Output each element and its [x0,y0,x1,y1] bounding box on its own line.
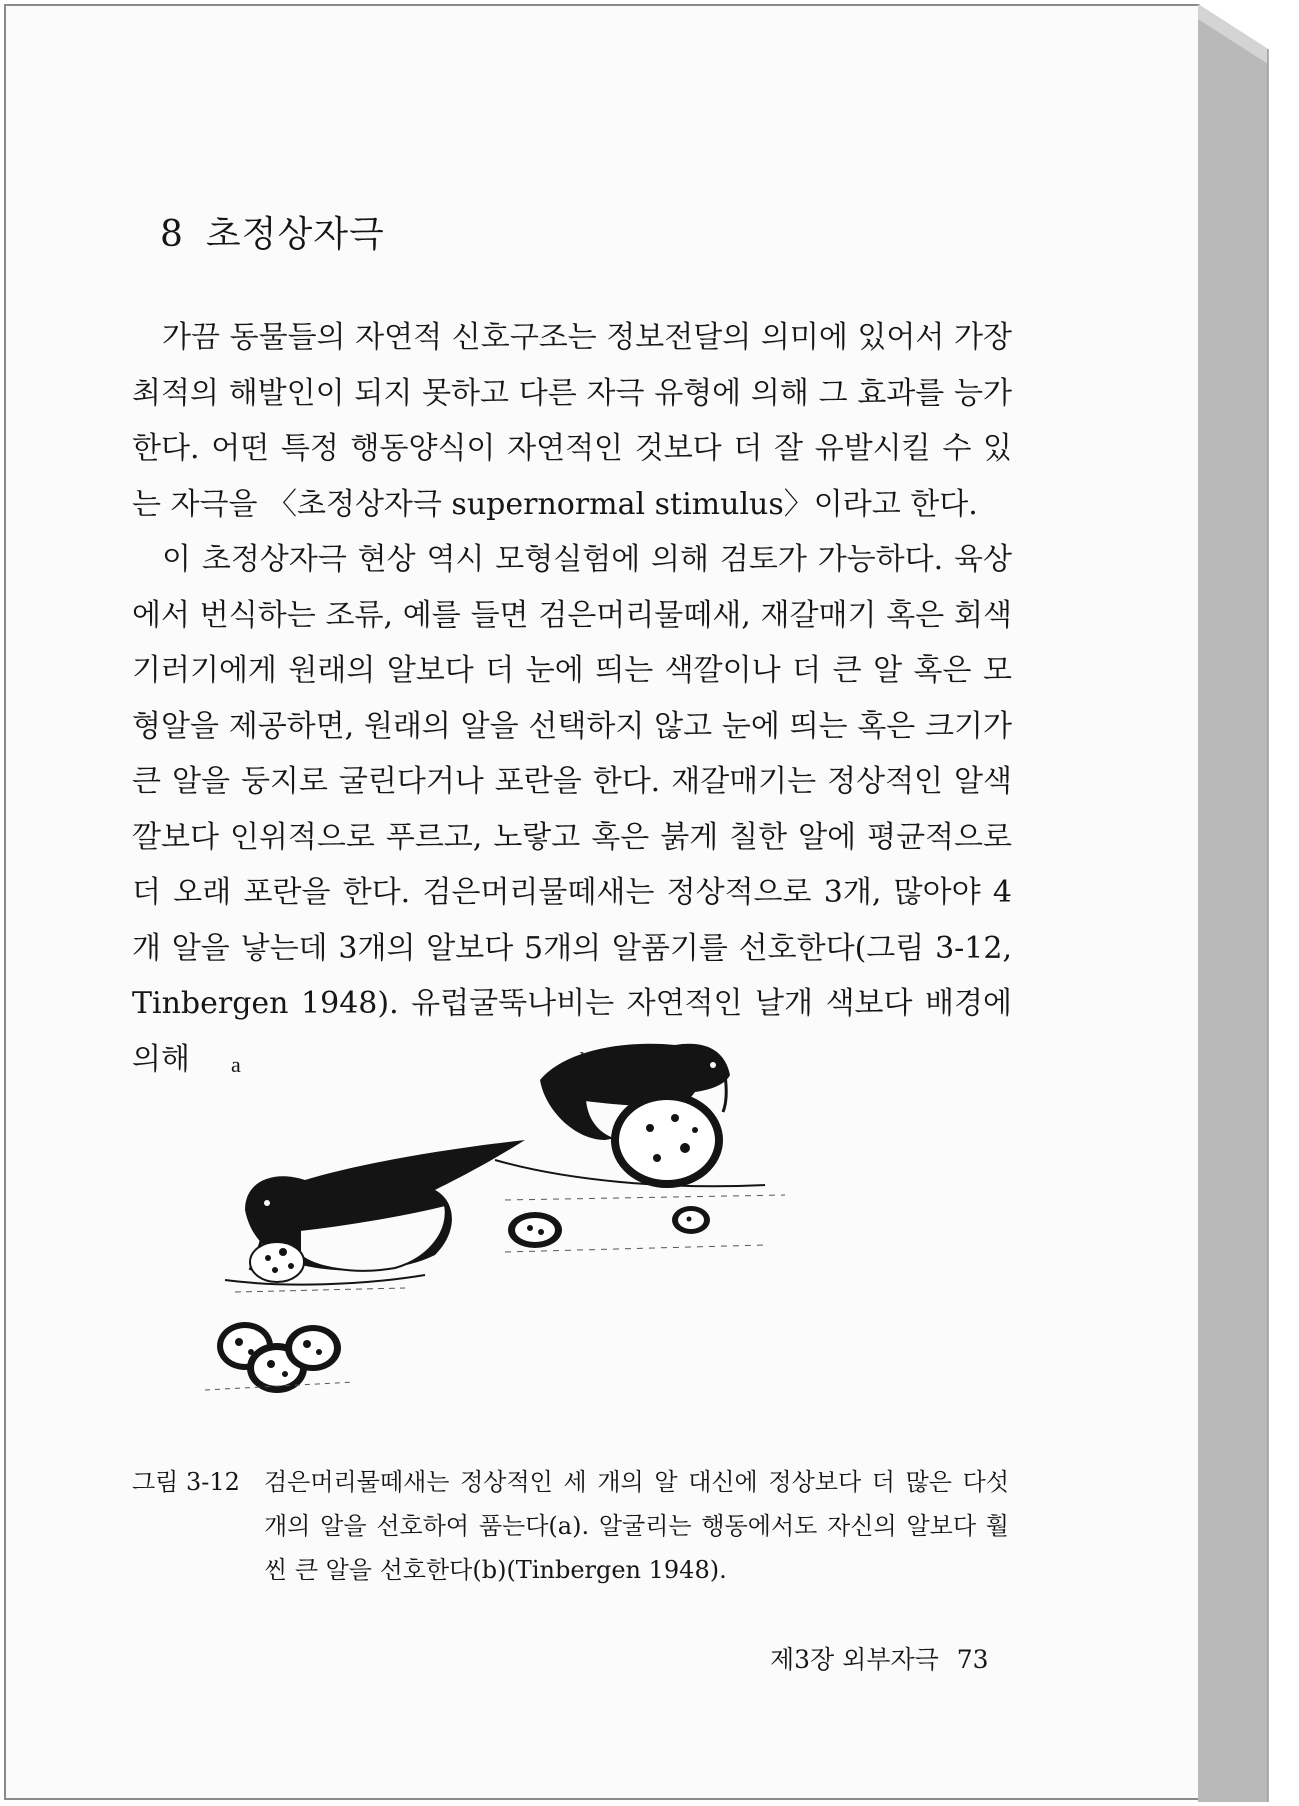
page-number: 73 [956,1645,989,1674]
paragraph-2: 이 초정상자극 현상 역시 모형실험에 의해 검토가 가능하다. 육상에서 번식하는 조류, 예를 들면 검은머리물떼새, 재갈매기 혹은 회색기러기에게 원래의 알보다 더 눈에 띄는 색깔이나 더 큰 알 혹은 모형알을 제공하면, 원래의 알을 선택하지 않고 눈에 띄는 혹은 크기가 큰 알을 둥지로 굴린다거나 포란을 한다. 재갈매기는 정상적인 알색깔보다 인위적으로 푸르고, 노랗고 혹은 붉게 칠한 알에 평균적으로 더 오래 포란을 한다. 검은머리물떼새는 정상적으로 3개, 많아야 4개 알을 낳는데 3개의 알보다 5개의 알품기를 선호한다(그림 3-12, Tinbergen 1948). 유럽굴뚝나비는 자연적인 날개 색보다 배경에 의해 [132,542,1012,1077]
body-text [132,310,1012,1087]
book-page-edge [1198,4,1295,1802]
section-number: 8 [160,214,184,255]
paragraph-1: 가끔 동물들의 자연적 신호구조는 정보전달의 의미에 있어서 가장 최적의 해발인이 되지 못하고 다른 자극 유형에 의해 그 효과를 능가한다. 어떤 특정 행동양식이 자연적인 것보다 더 잘 유발시킬 수 있는 자극을 〈초정상자극 supernormal stimulus〉이라고 한다. [132,320,1012,522]
figure-label-a: a [231,1052,241,1077]
figure-illustration [205,1030,905,1420]
page-footer [770,1640,989,1676]
figure-caption-text: 검은머리물떼새는 정상적인 세 개의 알 대신에 정상보다 더 많은 다섯 개의 알을 선호하여 품는다(a). 알굴리는 행동에서도 자신의 알보다 훨씬 큰 알을 선호한다(b)(Tinbergen 1948). [264,1468,1009,1584]
bird-a-drawing [225,1140,525,1292]
section-title: 초정상자극 [205,214,385,255]
bird-b-drawing [495,1044,785,1252]
footer-chapter: 제3장 외부자극 [770,1645,939,1674]
section-heading [160,206,385,257]
figure-caption-label: 그림 3-12 [132,1468,240,1496]
eggs-drawing [205,1322,355,1393]
